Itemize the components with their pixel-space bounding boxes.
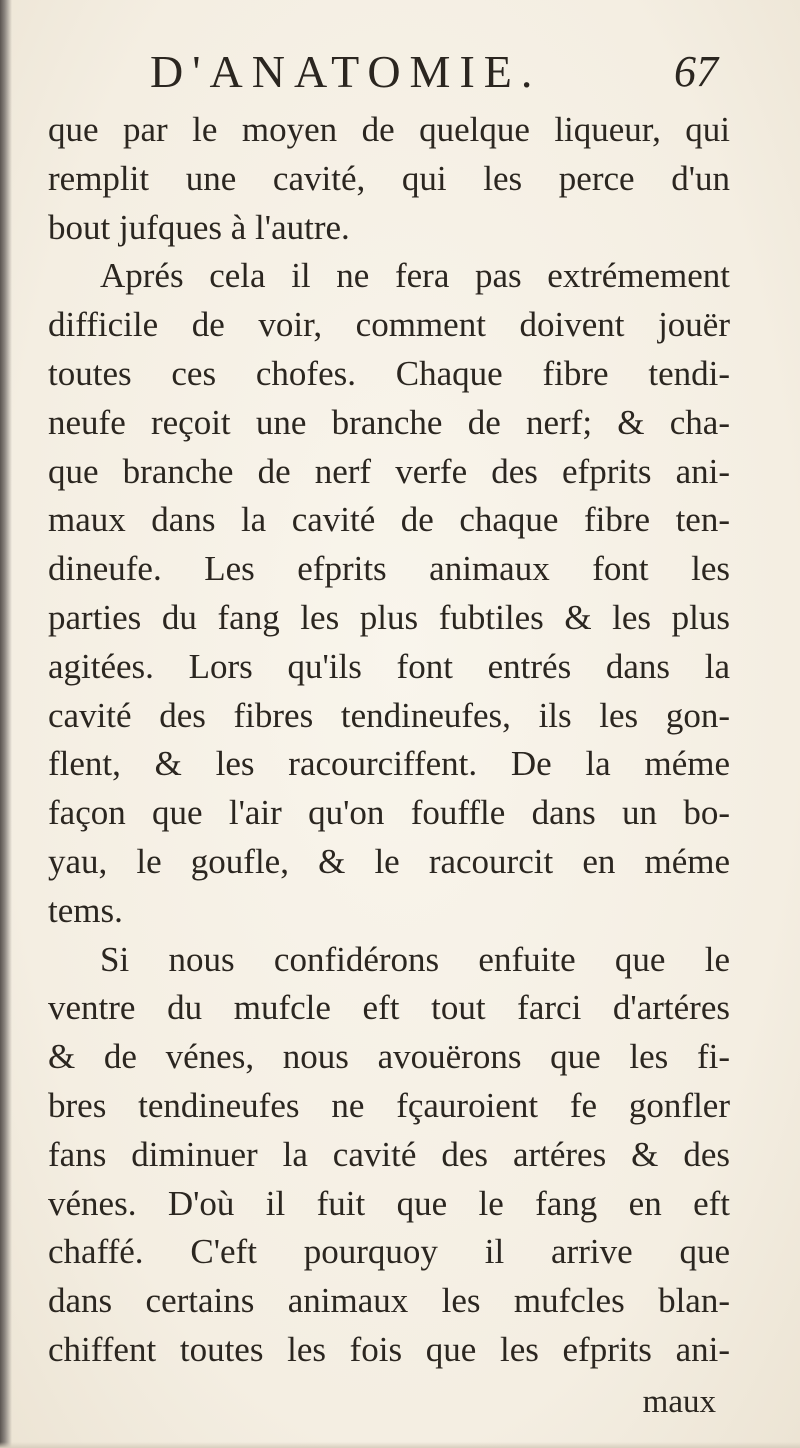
text-line: chaffé. C'eft pourquoy il arrive que <box>48 1232 730 1272</box>
text-line: ventre du mufcle eft tout farci d'artéres <box>48 988 730 1028</box>
text-line: façon que l'air qu'on fouffle dans un bo- <box>48 793 730 833</box>
text-line: fans diminuer la cavité des artéres & des <box>48 1134 730 1174</box>
page-bottom-edge <box>0 1442 800 1448</box>
text-line: maux dans la cavité de chaque fibre ten- <box>48 500 730 540</box>
text-line: flent, & les racourciffent. De la méme <box>48 744 730 784</box>
running-head-title: D'ANATOMIE. <box>150 46 542 97</box>
text-line: yau, le goufle, & le racourcit en méme <box>48 841 730 881</box>
body-text <box>48 106 730 1375</box>
text-line: bres tendineufes ne fçauroient fe gonfler <box>48 1085 730 1125</box>
page-number: 67 <box>674 47 718 96</box>
text-line: que branche de nerf verfe des efprits ani- <box>48 451 730 491</box>
text-line: Aprés cela il ne fera pas extrémement <box>100 256 730 296</box>
text-line: tems. <box>48 890 123 930</box>
text-line: chiffent toutes les fois que les efprits ani- <box>48 1329 730 1369</box>
text-line: toutes ces chofes. Chaque fibre tendi- <box>48 353 730 393</box>
catchword: maux <box>642 1384 716 1420</box>
text-line: difficile de voir, comment doivent jouër <box>48 305 730 345</box>
binding-shadow <box>0 0 12 1448</box>
text-line: agitées. Lors qu'ils font entrés dans la <box>48 646 730 686</box>
text-line: que par le moyen de quelque liqueur, qui <box>48 110 730 149</box>
running-head <box>0 40 800 100</box>
text-line: & de vénes, nous avouërons que les fi- <box>48 1037 730 1077</box>
text-line: remplit une cavité, qui les perce d'un <box>48 158 730 198</box>
text-line: dineufe. Les efprits animaux font les <box>48 549 730 589</box>
text-line: dans certains animaux les mufcles blan- <box>48 1281 730 1321</box>
text-line: vénes. D'où il fuit que le fang en eft <box>48 1183 730 1223</box>
text-line: neufe reçoit une branche de nerf; & cha- <box>48 402 730 442</box>
text-line: parties du fang les plus fubtiles & les plus <box>48 597 730 637</box>
text-line: Si nous confidérons enfuite que le <box>100 939 730 979</box>
text-line: cavité des fibres tendineufes, ils les gon- <box>48 695 730 735</box>
text-line: bout jufques à l'autre. <box>48 207 350 247</box>
